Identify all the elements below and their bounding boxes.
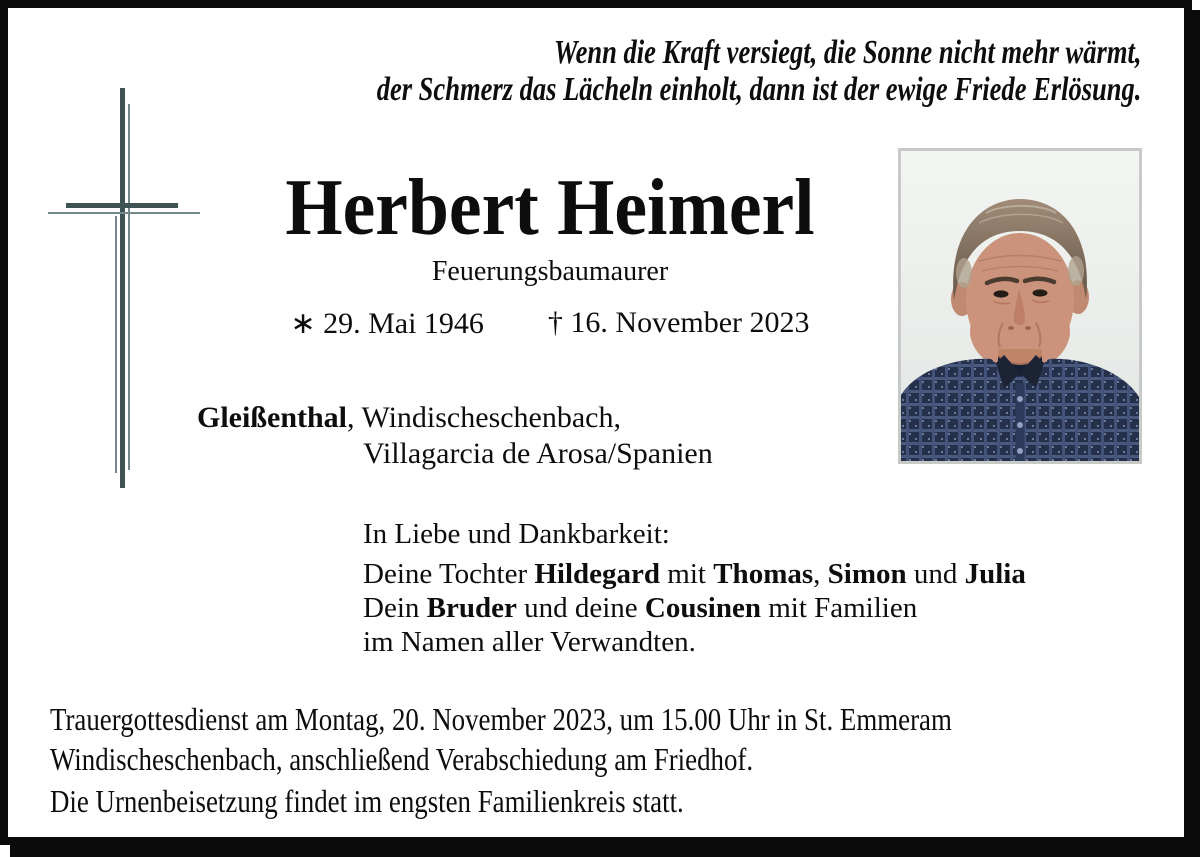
service-line-2: Windischeschenbach, anschließend Verabschiedung am Friedhof. — [50, 741, 754, 777]
birth-date: ∗ 29. Mai 1946 — [290, 307, 484, 340]
name-bruder: Bruder — [426, 592, 517, 624]
home-place: Gleißenthal — [197, 401, 348, 434]
mourners-section — [363, 517, 1026, 659]
name-cousinen: Cousinen — [644, 592, 761, 624]
name-julia: Julia — [964, 558, 1026, 590]
mourners-line-2 — [363, 591, 1026, 625]
text-part: Dein — [363, 592, 427, 624]
service-line-3: Die Urnenbeisetzung findet im engsten Familienkreis statt. — [50, 783, 684, 819]
gratitude-intro: In Liebe und Dankbarkeit: — [363, 518, 670, 550]
mourners-line-3: im Namen aller Verwandten. — [363, 626, 696, 658]
name-thomas: Thomas — [713, 558, 814, 590]
text-part: und — [906, 558, 965, 590]
life-dates — [200, 306, 900, 341]
mourners-line-1 — [363, 557, 1026, 591]
text-part: mit Familien — [760, 592, 918, 624]
cross-vertical-thin-line-left — [115, 216, 117, 473]
epitaph-line-2: der Schmerz das Lächeln einholt, dann ist der ewige Friede Erlösung. — [376, 71, 1141, 108]
cross-icon — [48, 88, 200, 490]
card-border-shadow-right — [1192, 10, 1200, 857]
text-part: mit — [660, 558, 714, 590]
portrait-photo — [898, 148, 1142, 464]
text-part: , — [813, 558, 828, 590]
deceased-profession: Feuerungsbaumaurer — [431, 256, 669, 287]
service-line-1: Trauergottesdienst am Montag, 20. November 2023, um 15.00 Uhr in St. Emmeram — [50, 701, 952, 737]
places-line-2: Villagarcia de Arosa/Spanien — [363, 437, 713, 470]
cross-horizontal-thin-line — [48, 212, 200, 214]
name-simon: Simon — [827, 558, 907, 590]
death-date: † 16. November 2023 — [547, 306, 810, 339]
text-part: Deine Tochter — [363, 558, 535, 590]
residence-places — [197, 400, 713, 472]
text-part: und deine — [516, 592, 645, 624]
places-line-1-rest: , Windischeschenbach, — [347, 401, 621, 434]
cross-vertical-bar — [120, 88, 125, 488]
funeral-info — [50, 699, 952, 821]
epitaph-quote — [376, 34, 1141, 108]
places-line-1 — [197, 400, 713, 436]
card-border-shadow-bottom — [10, 845, 1200, 857]
cross-horizontal-bar — [66, 203, 178, 208]
name-hildegard: Hildegard — [534, 558, 661, 590]
deceased-name: Herbert Heimerl — [285, 164, 815, 252]
portrait-illustration — [901, 151, 1139, 461]
epitaph-line-1: Wenn die Kraft versiegt, die Sonne nicht mehr wärmt, — [553, 34, 1141, 71]
cross-vertical-thin-line — [128, 104, 130, 470]
